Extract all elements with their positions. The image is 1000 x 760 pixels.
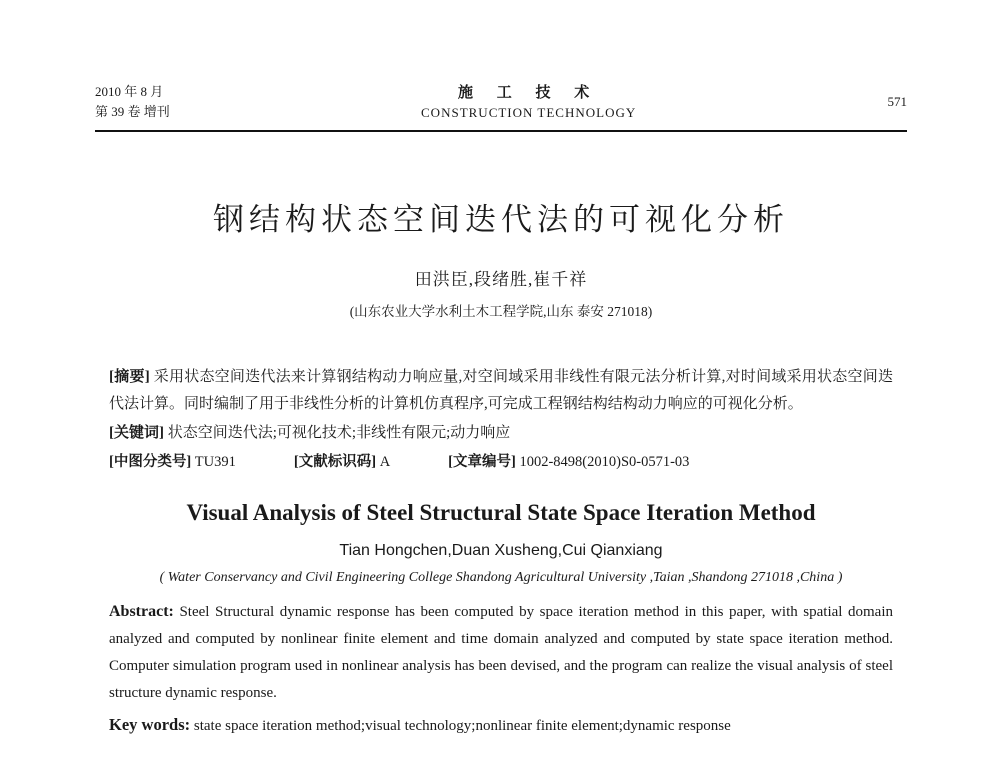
page-content <box>95 0 907 740</box>
authors-en: Tian Hongchen,Duan Xusheng,Cui Qianxiang <box>339 542 663 559</box>
abstract-cn-text: 采用状态空间迭代法来计算钢结构动力响应量,对空间域采用非线性有限元法分析计算,对时间域采用状态空间迭代法计算。同时编制了用于非线性分析的计算机仿真程序,可完成工程钢结构结构动力响应的可视化分析。 <box>109 369 893 412</box>
article-title-en: Visual Analysis of Steel Structural State Space Iteration Method <box>186 500 816 525</box>
document-code <box>294 449 390 476</box>
keywords-cn <box>109 420 907 447</box>
keywords-en-text: state space iteration method;visual technology;nonlinear finite element;dynamic response <box>193 718 731 734</box>
abstract-en-text: Steel Structural dynamic response has been computed by space iteration method in this paper, with spatial domain analyzed and computed by nonlinear finite element and time domain analyzed and computed by state space iteration method. Computer simulation program used in nonlinear analysis has been devised, and the program can realize the visual analysis of steel structure dynamic response. <box>109 604 894 701</box>
keywords-cn-text: 状态空间迭代法;可视化技术;非线性有限元;动力响应 <box>167 425 511 441</box>
page-number: 571 <box>887 94 907 109</box>
keywords-en <box>109 711 907 740</box>
article-id-label: [文章编号] <box>448 454 516 470</box>
document-code-label: [文献标识码] <box>293 454 377 470</box>
keywords-en-label: Key words: <box>109 715 191 734</box>
document-code-value: A <box>379 454 391 470</box>
classification-line <box>109 449 907 476</box>
journal-name-block <box>170 83 888 122</box>
article-id <box>448 449 689 476</box>
affiliation-en: ( Water Conservancy and Civil Engineering College Shandong Agricultural University ,Taian ,Shandong 271018 ,China ) <box>159 570 843 585</box>
abstract-cn <box>109 364 893 418</box>
journal-name-cn: 施 工 技 术 <box>458 85 600 101</box>
article-id-value: 1002-8498(2010)S0-0571-03 <box>519 454 690 470</box>
keywords-cn-label: [关键词] <box>109 425 164 441</box>
journal-volume: 第 39 卷 增刊 <box>95 104 170 119</box>
journal-date: 2010 年 8 月 <box>95 84 164 99</box>
affiliation-cn: (山东农业大学水利土木工程学院,山东 泰安 271018) <box>349 304 653 319</box>
journal-header <box>95 0 907 132</box>
journal-name-en: CONSTRUCTION TECHNOLOGY <box>421 105 637 120</box>
article-title-cn: 钢结构状态空间迭代法的可视化分析 <box>213 202 789 237</box>
clc-label: [中图分类号] <box>109 454 192 470</box>
abstract-cn-label: [摘要] <box>109 369 150 385</box>
abstract-en-label: Abstract: <box>109 603 174 620</box>
abstract-en <box>109 598 893 707</box>
clc-value: TU391 <box>194 454 236 470</box>
journal-issue-info <box>95 82 170 122</box>
clc-number <box>109 449 236 476</box>
authors-cn: 田洪臣,段绪胜,崔千祥 <box>414 270 588 289</box>
